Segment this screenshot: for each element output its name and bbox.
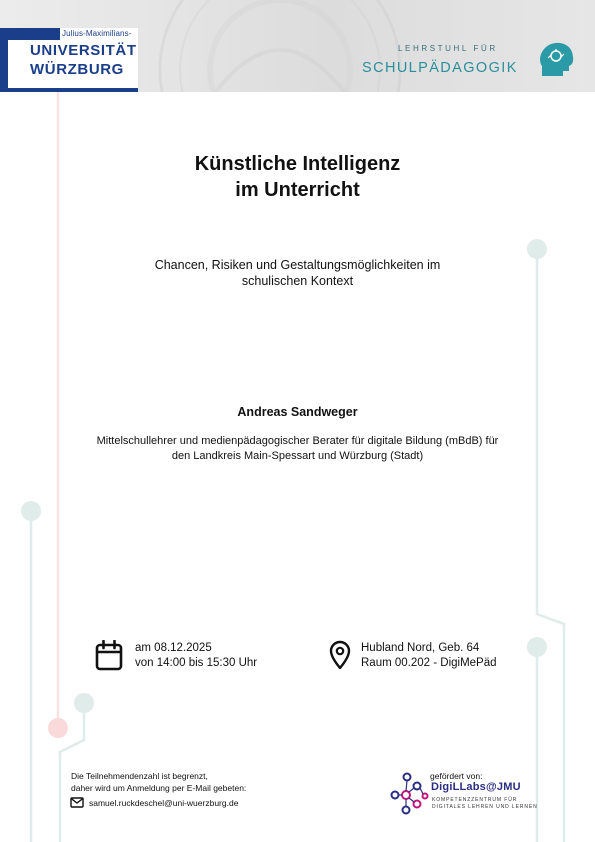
- university-prefix: Julius-Maximilians-: [62, 29, 132, 38]
- location-line-1: Hubland Nord, Geb. 64: [361, 642, 480, 654]
- subtitle-line-1: Chancen, Risiken und Gestaltungsmöglichkeiten im: [154, 258, 441, 272]
- digilabs-network-icon: [389, 772, 429, 816]
- calendar-icon: [95, 640, 123, 671]
- funded-by-label: gefördert von:: [430, 771, 483, 781]
- subtitle: [0, 257, 595, 289]
- university-logo[interactable]: [0, 28, 138, 92]
- event-date: [135, 641, 257, 671]
- digilabs-name-b: @JMU: [485, 781, 521, 793]
- digilabs-name-a: DigiLLabs: [431, 781, 486, 793]
- digilabs-subtitle-line-1: KOMPETENZZENTRUM FÜR: [432, 797, 518, 803]
- head-profile-icon: [536, 40, 576, 78]
- page-title: [0, 151, 595, 203]
- university-name-line1: UNIVERSITÄT: [30, 42, 137, 59]
- time-line: von 14:00 bis 15:30 Uhr: [135, 657, 258, 669]
- subtitle-line-2: schulischen Kontext: [241, 274, 354, 288]
- role-line-1: Mittelschullehrer und medienpädagogischer Berater für digitale Bildung (mBdB) für: [96, 435, 499, 447]
- speaker-role: [0, 434, 595, 464]
- chair-label: LEHRSTUHL FÜR: [398, 44, 498, 53]
- university-seal-icon: [150, 0, 410, 92]
- event-location: [361, 641, 497, 671]
- university-name-line2: WÜRZBURG: [30, 61, 124, 78]
- header-band: [0, 0, 595, 92]
- chair-name: SCHULPÄDAGOGIK: [362, 60, 518, 76]
- role-line-2: den Landkreis Main-Spessart und Würzburg (Stadt): [171, 450, 424, 462]
- title-line-1: Künstliche Intelligenz: [194, 153, 401, 175]
- mail-icon: [70, 797, 84, 808]
- registration-note: [71, 771, 246, 794]
- note-line-1: Die Teilnehmendenzahl ist begrenzt,: [71, 771, 208, 781]
- digilabs-name: [431, 781, 521, 793]
- location-line-2: Raum 00.202 - DigiMePäd: [361, 657, 497, 669]
- title-line-2: im Unterricht: [235, 179, 360, 201]
- note-line-2: daher wird um Anmeldung per E-Mail gebeten:: [71, 782, 247, 793]
- speaker-name: Andreas Sandweger: [237, 405, 358, 419]
- location-pin-icon: [329, 640, 351, 670]
- contact-email-link[interactable]: samuel.ruckdeschel@uni-wuerzburg.de: [89, 798, 239, 808]
- date-line: am 08.12.2025: [135, 642, 212, 654]
- digilabs-subtitle-line-2: DIGITALES LEHREN UND LERNEN: [432, 804, 538, 810]
